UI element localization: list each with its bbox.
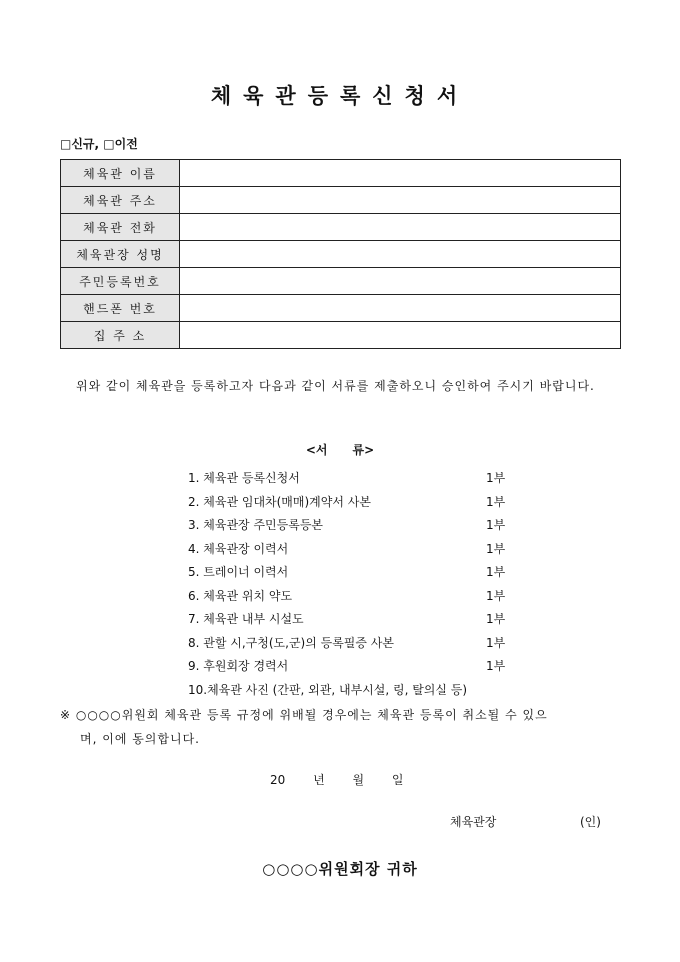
document-name: 8. 관할 시,구청(도,군)의 등록필증 사본 <box>188 635 394 650</box>
document-name: 6. 체육관 위치 약도 <box>188 588 293 603</box>
document-name: 1. 체육관 등록신청서 <box>188 471 300 485</box>
info-row <box>61 160 621 187</box>
document-item <box>188 608 538 632</box>
request-text: 위와 같이 체육관을 등록하고자 다음과 같이 서류를 제출하오니 승인하여 주시기 바랍니다. <box>76 379 595 393</box>
applicant-info-table <box>60 159 621 349</box>
document-count: 1부 <box>486 659 506 673</box>
info-label: 체육관 이름 <box>61 160 180 187</box>
info-value-field[interactable] <box>180 241 621 268</box>
info-row <box>61 295 621 322</box>
document-count: 1부 <box>486 588 506 603</box>
document-name: 3. 체육관장 주민등록등본 <box>188 518 323 532</box>
info-row <box>61 187 621 214</box>
document-item <box>188 467 538 491</box>
document-item <box>188 655 538 679</box>
info-value-field[interactable] <box>180 322 621 349</box>
info-label: 체육관 주소 <box>61 187 180 214</box>
document-count: 1부 <box>486 518 506 532</box>
document-name: 5. 트레이너 이력서 <box>188 565 289 579</box>
info-label: 핸드폰 번호 <box>61 295 180 322</box>
document-item <box>188 514 538 538</box>
document-count: 1부 <box>486 494 506 509</box>
documents-list <box>188 467 538 702</box>
document-count: 1부 <box>486 565 506 579</box>
seal-mark: (인) <box>580 815 601 829</box>
document-name: 9. 후원회장 경력서 <box>188 659 289 673</box>
info-row <box>61 241 621 268</box>
info-value-field[interactable] <box>180 187 621 214</box>
document-name: 4. 체육관장 이력서 <box>188 541 289 556</box>
info-label: 주민등록번호 <box>61 268 180 295</box>
document-name: 7. 체육관 내부 시설도 <box>188 612 304 626</box>
document-item <box>188 679 538 703</box>
consent-note <box>60 703 622 751</box>
document-item <box>188 561 538 585</box>
addressee: ○○○○위원회장 귀하 <box>262 860 418 878</box>
info-value-field[interactable] <box>180 268 621 295</box>
document-item <box>188 491 538 515</box>
document-name: 10.체육관 사진 (간판, 외관, 내부시설, 링, 탈의실 등) <box>188 682 468 697</box>
document-item <box>188 538 538 562</box>
document-count: 1부 <box>486 635 506 650</box>
info-label: 집 주 소 <box>61 322 180 349</box>
info-label: 체육관 전화 <box>61 214 180 241</box>
document-count: 1부 <box>486 471 506 485</box>
date-line: 20 년 월 일 <box>270 773 404 787</box>
document-item <box>188 585 538 609</box>
document-title: 체육관등록신청서 <box>210 84 470 108</box>
registration-type[interactable]: □신규, □이전 <box>60 137 138 151</box>
info-row <box>61 322 621 349</box>
document-name: 2. 체육관 임대차(매매)계약서 사본 <box>188 494 371 509</box>
info-value-field[interactable] <box>180 160 621 187</box>
document-count: 1부 <box>486 612 506 626</box>
info-label: 체육관장 성명 <box>61 241 180 268</box>
info-row <box>61 214 621 241</box>
document-count: 1부 <box>486 541 506 556</box>
info-value-field[interactable] <box>180 214 621 241</box>
documents-heading: <서 류> <box>305 443 375 457</box>
document-item <box>188 632 538 656</box>
signer-label: 체육관장 <box>450 815 497 829</box>
info-row <box>61 268 621 295</box>
info-value-field[interactable] <box>180 295 621 322</box>
note-line-1: ※ ○○○○위원회 체육관 등록 규정에 위배될 경우에는 체육관 등록이 취소될 수 있으 <box>60 708 548 722</box>
note-line-2: 며, 이에 동의합니다. <box>80 732 200 746</box>
